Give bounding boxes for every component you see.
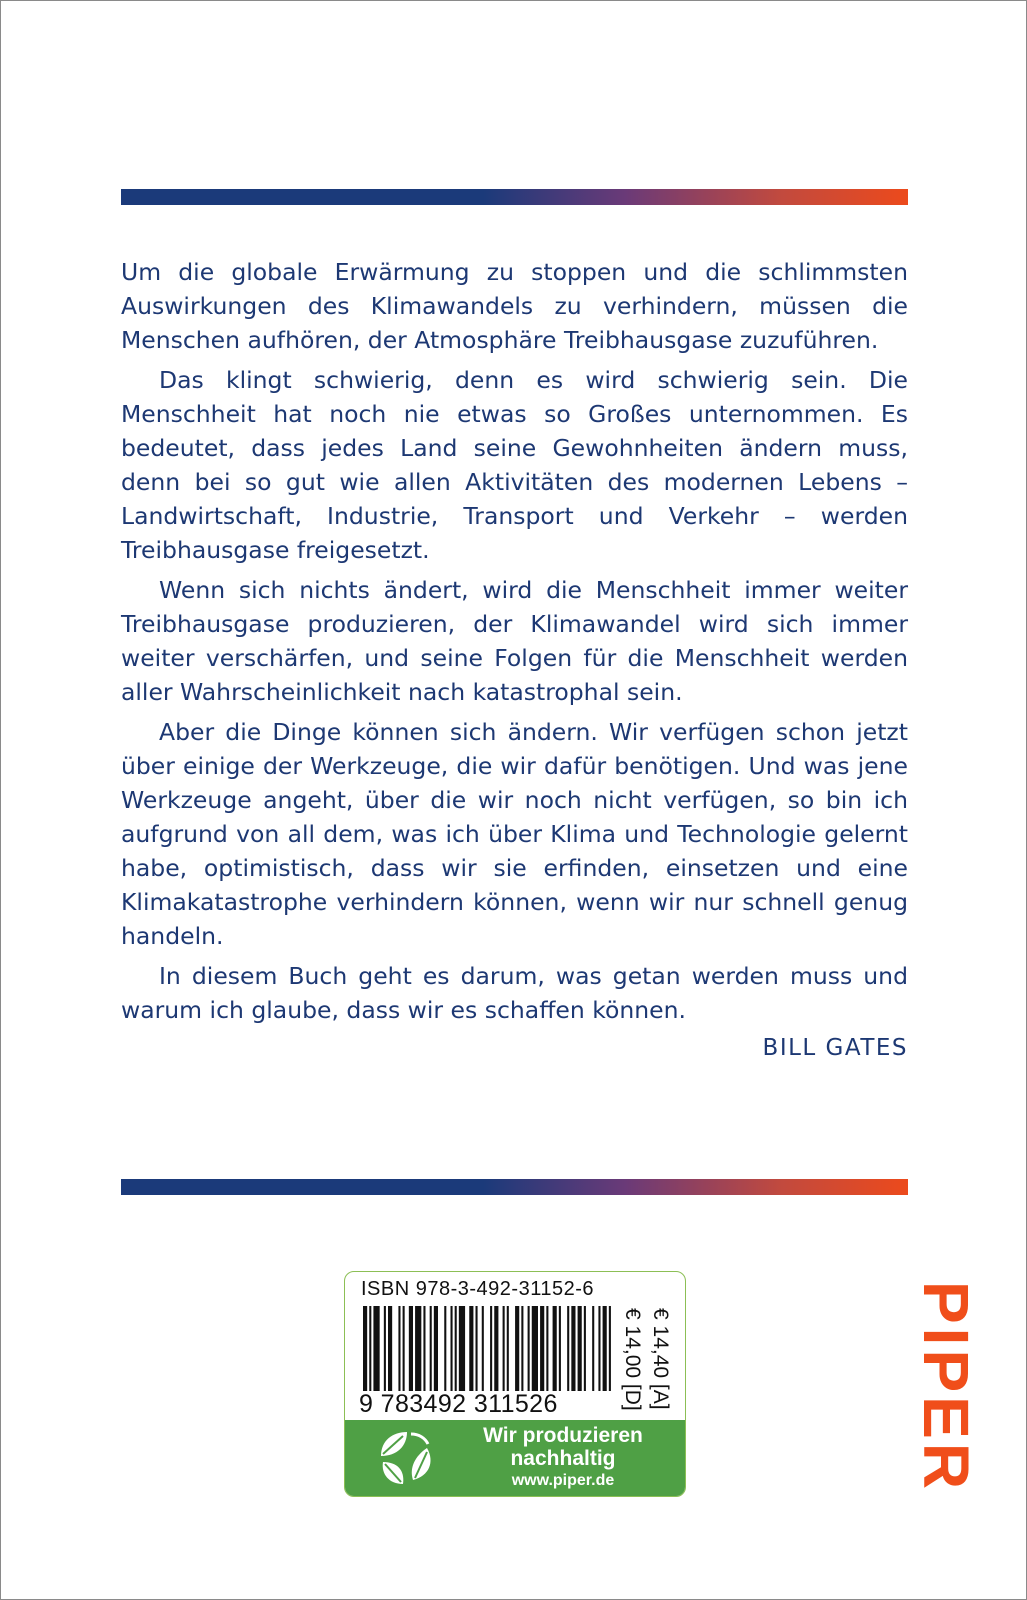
barcode-bar — [423, 1306, 425, 1391]
barcode-bar — [459, 1306, 465, 1391]
barcode-bar — [540, 1306, 544, 1391]
barcode-bar — [567, 1306, 569, 1391]
author-name: BILL GATES — [762, 1035, 908, 1061]
barcode-bar — [507, 1306, 509, 1391]
barcode-bar — [521, 1306, 523, 1391]
isbn-label: ISBN 978-3-492-31152-6 — [361, 1278, 594, 1300]
barcode-bar — [609, 1306, 611, 1391]
publisher-name: PIPER — [910, 1280, 982, 1494]
isbn-barcode-box — [344, 1271, 686, 1497]
publisher-url: www.piper.de — [511, 1472, 615, 1489]
price-germany: € 14,00 [D] — [621, 1308, 644, 1411]
barcode-bar — [455, 1306, 457, 1391]
bottom-gradient-stripe — [121, 1179, 908, 1195]
barcode-bar — [398, 1306, 400, 1391]
price-austria: € 14,40 [A] — [649, 1308, 672, 1410]
barcode-bar — [553, 1306, 557, 1391]
barcode-bar — [584, 1306, 586, 1391]
barcode-bar — [469, 1306, 473, 1391]
barcode-bar — [444, 1306, 446, 1391]
barcode-bar — [546, 1306, 548, 1391]
blurb-text — [121, 255, 908, 1065]
barcode-bar — [434, 1306, 438, 1391]
barcode-bar — [451, 1306, 453, 1391]
barcode-bar — [532, 1306, 538, 1391]
barcode-bar — [528, 1306, 530, 1391]
barcode-bar — [388, 1306, 392, 1391]
price-block — [615, 1308, 679, 1418]
publisher-logo — [901, 1280, 991, 1494]
barcode-bar — [571, 1306, 575, 1391]
barcode-bar — [409, 1306, 413, 1391]
barcode-bar — [403, 1306, 405, 1391]
barcode-bar — [515, 1306, 519, 1391]
barcode-bar — [476, 1306, 478, 1391]
top-gradient-stripe — [121, 189, 908, 205]
blurb-paragraph: Wenn sich nichts ändert, wird die Menschheit immer weiter Treibhausgase produzieren, der Klimawandel wird sich immer weiter verschärfen, und seine Folgen für die Menschheit werden aller Wahrscheinlichkeit nach katastrophal sein. — [121, 576, 908, 706]
barcode-bar — [415, 1306, 421, 1391]
barcode-bar — [578, 1306, 582, 1391]
barcode-bar — [494, 1306, 498, 1391]
leaves-icon — [373, 1426, 437, 1490]
barcode-bar — [430, 1306, 432, 1391]
barcode-bar — [603, 1306, 607, 1391]
blurb-paragraph: Aber die Dinge können sich ändern. Wir verfügen schon jetzt über einige der Werkzeuge, die wir dafür benötigen. Und was jene Werkzeuge angeht, über die wir noch nicht verfügen, so bin ich aufgrund von all dem, was ich über Klima und Technologie gelernt habe, optimistisch, dass wir sie erfinden, einsetzen und eine Klimakatastrophe verhindern können, wenn wir nur schnell genug handeln. — [121, 718, 908, 950]
barcode-bar — [598, 1306, 600, 1391]
barcode-bar — [369, 1306, 371, 1391]
barcode-icon — [363, 1306, 613, 1391]
eco-slogan-line2: nachhaltig — [510, 1447, 616, 1470]
eco-slogan-line1: Wir produzieren — [483, 1424, 643, 1447]
barcode-bar — [490, 1306, 492, 1391]
sustainability-badge — [345, 1420, 685, 1496]
barcode-bar — [373, 1306, 379, 1391]
barcode-bar — [363, 1306, 367, 1391]
blurb-paragraph: Das klingt schwierig, denn es wird schwierig sein. Die Menschheit hat noch nie etwas so Großes unternommen. Es bedeutet, dass jedes Land seine Gewohnheiten ändern muss, denn bei so gut wie allen Aktivitäten des modernen Lebens – Landwirtschaft, Industrie, Transport und Verkehr – werden Treibhausgase freigesetzt. — [121, 366, 908, 564]
barcode-bar — [384, 1306, 386, 1391]
barcode-digits: 9 783492 311526 — [359, 1390, 558, 1418]
barcode-bar — [559, 1306, 561, 1391]
barcode-bar — [482, 1306, 484, 1391]
blurb-paragraph: Um die globale Erwärmung zu stoppen und die schlimmsten Auswirkungen des Klimawandels zu verhindern, müssen die Menschen aufhören, der Atmosphäre Treibhausgase zuzuführen. — [121, 258, 908, 354]
barcode-bar — [503, 1306, 505, 1391]
barcode-bar — [592, 1306, 594, 1391]
blurb-paragraph: In diesem Buch geht es darum, was getan werden muss und warum ich glaube, dass wir es schaffen können. — [121, 962, 908, 1024]
